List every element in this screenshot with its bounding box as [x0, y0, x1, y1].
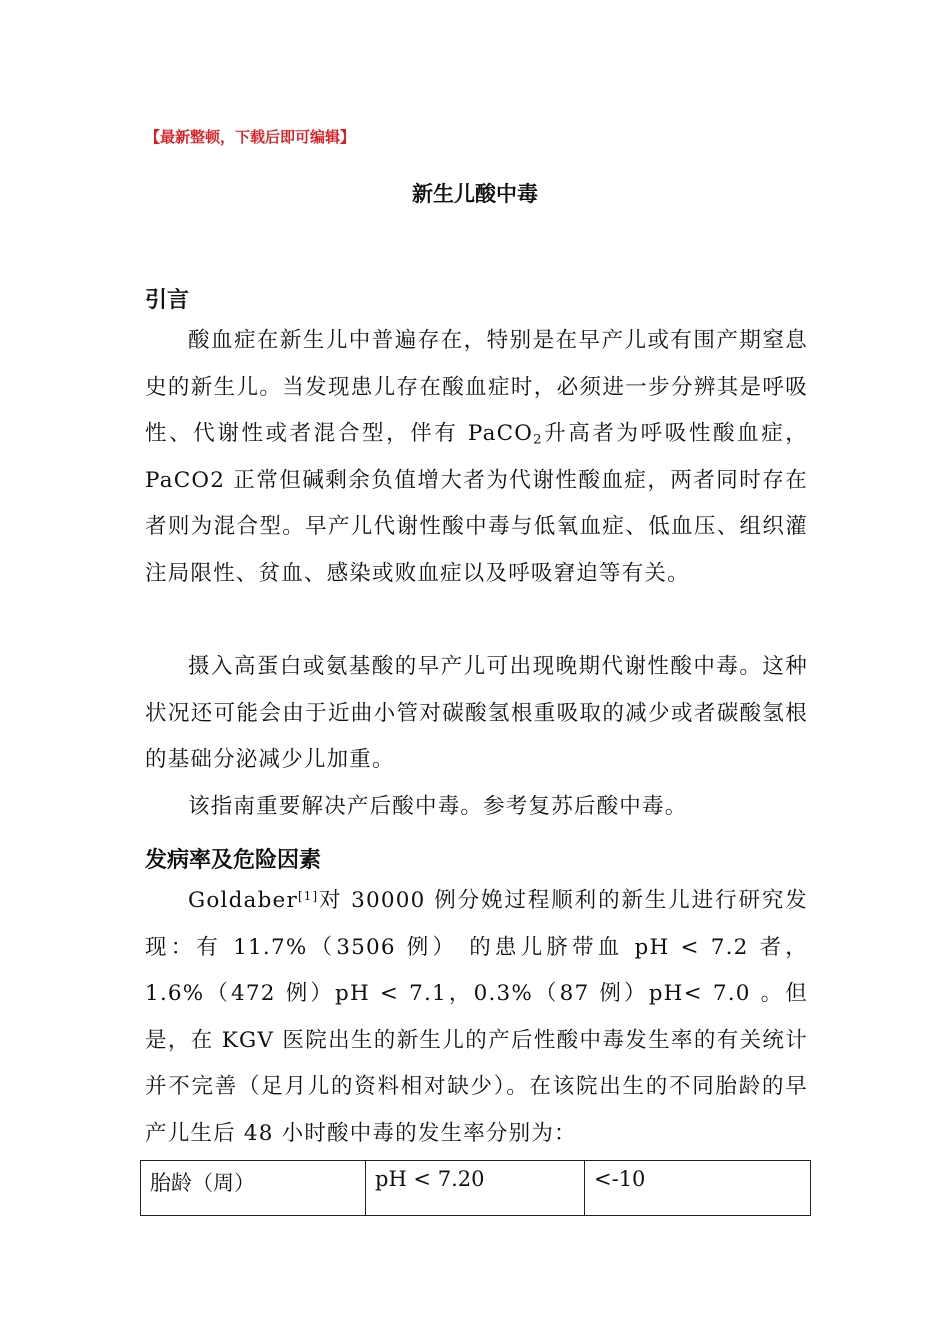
incidence-paragraph-1: [145, 878, 808, 1157]
edit-notice: 【最新整顿，下载后即可编辑】: [145, 128, 356, 146]
incidence-p1-author: Goldaber: [188, 888, 298, 913]
table-header-cell: pH < 7.20: [366, 1161, 585, 1216]
table-row: [141, 1161, 811, 1216]
table-header-cell: <-10: [585, 1161, 811, 1216]
section-heading-incidence: 发病率及危险因素: [145, 848, 322, 873]
document-title: 新生儿酸中毒: [412, 182, 538, 206]
incidence-p1-text: 对 30000 例分娩过程顺利的新生儿进行研究发现：有 11.7%（3506 例） 的患儿脐带血 pH < 7.2 者， 1.6%（472 例）pH < 7.1，0.3%（87 例）pH< 7.0 。但是，在 KGV 医院出生的新生儿的产后性酸中毒发生率的有关统计并不完善（足月儿的资料相对缺少）。在该院出生的不同胎龄的早产儿生后 48 小时酸中毒的发生率分别为：: [145, 888, 808, 1146]
section-heading-intro: 引言: [145, 288, 190, 313]
intro-paragraph-3: 该指南重要解决产后酸中毒。参考复苏后酸中毒。: [188, 794, 688, 819]
intro-p1-text-b: 升高者为呼吸性酸血症，PaCO2 正常但碱剩余负值增大者为代谢性酸血症，两者同时存在者则为混合型。早产儿代谢性酸中毒与低氧血症、低血压、组织灌注局限性、贫血、感染或败血症以及呼吸窘迫等有关。: [145, 421, 808, 586]
intro-paragraph-2: 摄入高蛋白或氨基酸的早产儿可出现晚期代谢性酸中毒。这种状况还可能会由于近曲小管对碳酸氢根重吸取的减少或者碳酸氢根的基础分泌减少儿加重。: [145, 654, 808, 772]
table-header-cell: 胎龄（周）: [141, 1161, 366, 1216]
citation-superscript: [1]: [297, 888, 319, 903]
intro-paragraph-1: [145, 318, 808, 597]
incidence-table: [140, 1160, 811, 1216]
intro-p1-text-a: 酸血症在新生儿中普遍存在，特别是在早产儿或有围产期窒息史的新生儿。当发现患儿存在酸血症时，必须进一步分辨其是呼吸性、代谢性或者混合型，伴有 PaCO: [145, 328, 808, 446]
co2-subscript: 2: [533, 432, 543, 448]
